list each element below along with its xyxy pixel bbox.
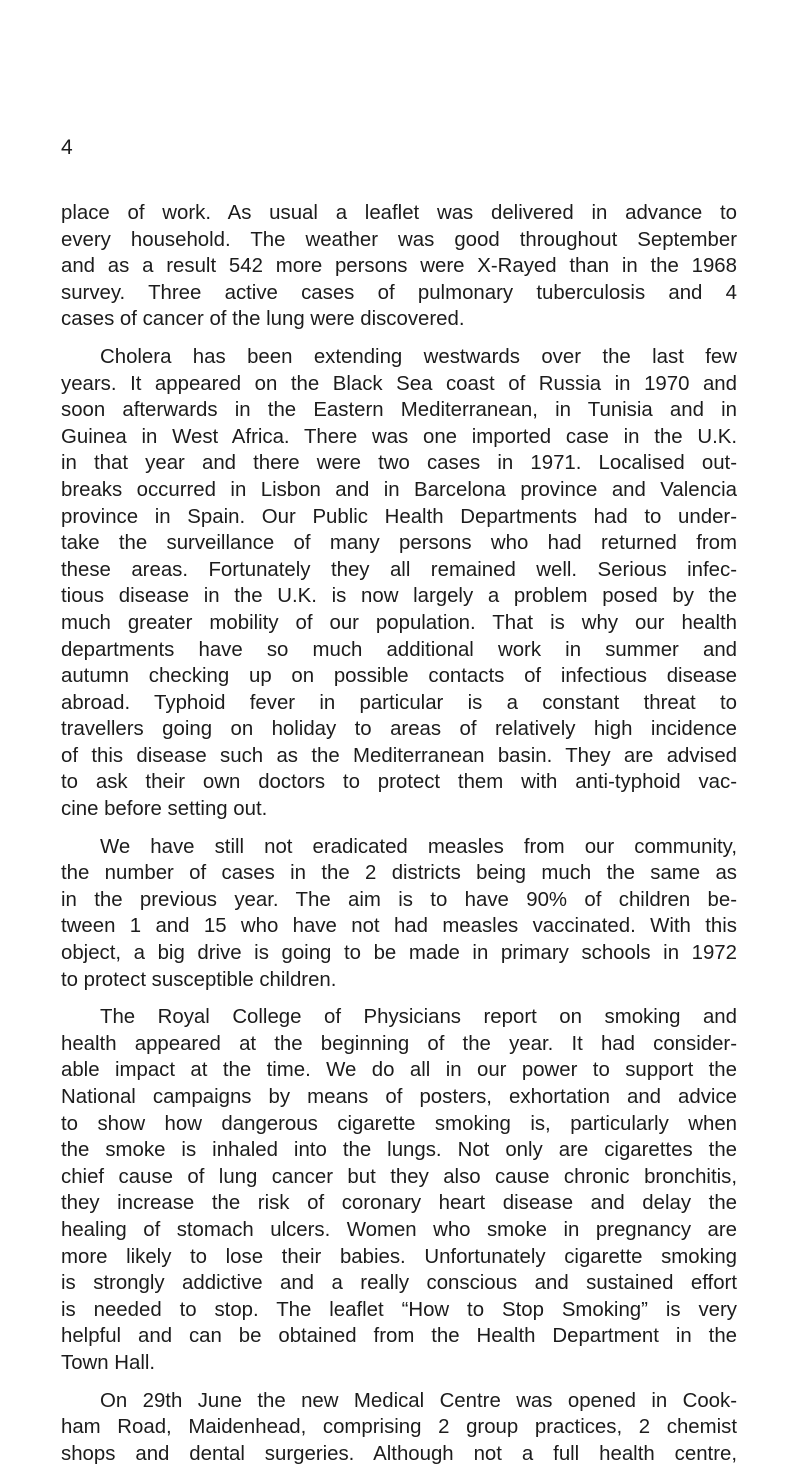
text-line: cases of cancer of the lung were discovered. xyxy=(61,308,465,331)
text-line: much greater mobility of our population. That is why our health xyxy=(61,611,737,634)
text-line: Guinea in West Africa. There was one imported case in the U.K. xyxy=(61,425,737,448)
text-line: Town Hall. xyxy=(61,1351,156,1374)
text-line: in that year and there were two cases in 1971. Localised out- xyxy=(61,452,737,475)
text-line: shops and dental surgeries. Although not a full health centre, xyxy=(61,1442,737,1465)
text-line: these areas. Fortunately they all remained well. Serious infec- xyxy=(61,558,737,581)
body-text xyxy=(61,200,737,1478)
text-line: the smoke is inhaled into the lungs. Not only are cigarettes the xyxy=(61,1139,737,1162)
text-line: place of work. As usual a leaflet was delivered in advance to xyxy=(61,202,737,224)
text-line: the number of cases in the 2 districts being much the same as xyxy=(61,862,737,885)
text-line: health appeared at the beginning of the year. It had consider- xyxy=(61,1032,737,1055)
text-line: National campaigns by means of posters, exhortation and advice xyxy=(61,1086,737,1108)
text-line: province in Spain. Our Public Health Departments had to under- xyxy=(61,505,737,528)
text-line: tious disease in the U.K. is now largely a problem posed by the xyxy=(61,585,737,608)
text-line: autumn checking up on possible contacts of infectious disease xyxy=(61,665,737,688)
text-line: take the surveillance of many persons who had returned from xyxy=(61,532,737,555)
text-line: Cholera has been extending westwards over the last few xyxy=(100,345,737,368)
page-number: 4 xyxy=(61,136,73,159)
text-line: object, a big drive is going to be made in primary schools in 1972 xyxy=(61,942,737,965)
text-line: chief cause of lung cancer but they also cause chronic bronchitis, xyxy=(61,1165,737,1188)
text-line: helpful and can be obtained from the Health Department in the xyxy=(61,1325,737,1348)
text-line: ham Road, Maidenhead, comprising 2 group practices, 2 chemist xyxy=(61,1416,737,1439)
text-line: of this disease such as the Mediterranean basin. They are advised xyxy=(61,744,737,767)
text-line: healing of stomach ulcers. Women who smoke in pregnancy are xyxy=(61,1218,737,1241)
text-line: able impact at the time. We do all in our power to support the xyxy=(61,1059,737,1082)
paragraph xyxy=(61,344,737,823)
text-line: in the previous year. The aim is to have 90% of children be- xyxy=(61,888,737,911)
text-line: to ask their own doctors to protect them with anti-typhoid vac- xyxy=(61,771,737,794)
paragraph xyxy=(61,200,737,333)
paragraph xyxy=(61,1388,737,1468)
text-line: departments have so much additional work in summer and xyxy=(61,638,737,661)
text-line: is needed to stop. The leaflet “How to Stop Smoking” is very xyxy=(61,1298,737,1321)
text-line: The Royal College of Physicians report on smoking and xyxy=(100,1006,737,1029)
paragraph xyxy=(61,834,737,994)
text-line: travellers going on holiday to areas of relatively high incidence xyxy=(61,718,737,741)
text-line: they increase the risk of coronary heart disease and delay the xyxy=(61,1192,737,1215)
text-line: every household. The weather was good throughout September xyxy=(61,228,737,251)
text-line: years. It appeared on the Black Sea coast of Russia in 1970 and xyxy=(61,372,737,395)
text-line: We have still not eradicated measles from our community, xyxy=(100,835,737,858)
text-line: soon afterwards in the Eastern Mediterranean, in Tunisia and in xyxy=(61,399,737,422)
paragraph xyxy=(61,1004,737,1376)
text-line: more likely to lose their babies. Unfortunately cigarette smoking xyxy=(61,1245,737,1268)
text-line: and as a result 542 more persons were X-Rayed than in the 1968 xyxy=(61,255,737,278)
text-line: breaks occurred in Lisbon and in Barcelona province and Valencia xyxy=(61,478,737,501)
text-line: to protect susceptible children. xyxy=(61,968,337,991)
text-line: cine before setting out. xyxy=(61,798,268,821)
text-line: tween 1 and 15 who have not had measles vaccinated. With this xyxy=(61,915,737,938)
text-line: to show how dangerous cigarette smoking is, particularly when xyxy=(61,1112,737,1135)
text-line: On 29th June the new Medical Centre was opened in Cook- xyxy=(100,1389,737,1412)
text-line: abroad. Typhoid fever in particular is a constant threat to xyxy=(61,691,737,714)
text-line: survey. Three active cases of pulmonary tuberculosis and 4 xyxy=(61,281,737,304)
text-line: is strongly addictive and a really conscious and sustained effort xyxy=(61,1272,737,1295)
